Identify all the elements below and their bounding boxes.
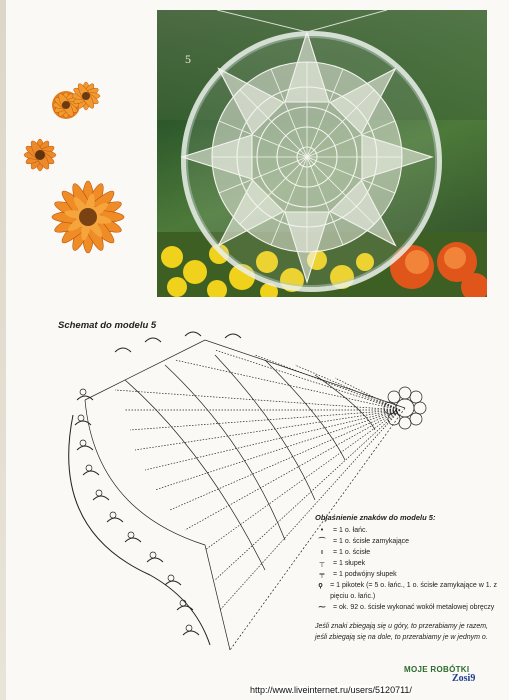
legend-note: Jeśli znaki zbiegają się u góry, to przerabiamy je razem, jeśli zbiegają się na dole, to przerabiamy je w jednym o. bbox=[315, 623, 489, 641]
legend-text: = 1 podwójny słupek bbox=[333, 571, 397, 578]
legend-row bbox=[315, 580, 500, 602]
legend-text: = 1 pikotek (= 5 o. łańc., 1 o. ścisłe zamykające w 1. z pięciu o. łańc.) bbox=[330, 582, 498, 600]
treble-crochet-icon: ╤ bbox=[319, 571, 325, 578]
legend-row bbox=[315, 525, 500, 536]
page-number: 9 bbox=[470, 673, 476, 684]
magazine-brand: MOJE ROBÓTKI bbox=[404, 665, 470, 674]
legend-text: = 1 o. ścisłe bbox=[333, 549, 371, 556]
stitch-legend bbox=[315, 512, 500, 643]
legend-text: = ok. 92 o. ścisłe wykonać wokół metalowej obręczy bbox=[333, 604, 495, 611]
legend-row bbox=[315, 602, 500, 613]
diagram-heading: Schemat do modelu 5 bbox=[58, 320, 157, 331]
picot-icon: ϙ bbox=[318, 582, 323, 589]
legend-row bbox=[315, 569, 500, 580]
page-edge bbox=[0, 0, 6, 700]
single-crochet-icon: ı bbox=[321, 549, 323, 556]
doily-photo bbox=[157, 10, 487, 297]
legend-row bbox=[315, 547, 500, 558]
legend-title: Objaśnienie znaków do modelu 5: bbox=[315, 513, 436, 522]
logo-text: Zosi bbox=[452, 673, 471, 684]
orange-flower-large-icon bbox=[48, 178, 128, 256]
legend-row bbox=[315, 558, 500, 569]
hoop-stitch-icon: ⁓ bbox=[318, 604, 326, 611]
magazine-logo bbox=[452, 673, 475, 684]
orange-flower-icon bbox=[20, 135, 60, 175]
legend-text: = 1 o. łańc. bbox=[333, 527, 368, 534]
chain-stitch-icon: • bbox=[320, 527, 324, 534]
slip-stitch-icon: ⌒ bbox=[318, 538, 326, 545]
doily-lace-icon bbox=[157, 10, 487, 297]
watermark-url[interactable]: http://www.liveinternet.ru/users/5120711/ bbox=[250, 685, 412, 695]
double-crochet-icon: ┬ bbox=[319, 560, 325, 567]
legend-text: = 1 o. ścisłe zamykające bbox=[333, 538, 410, 545]
legend-row bbox=[315, 536, 500, 547]
legend-text: = 1 słupek bbox=[333, 560, 366, 567]
orange-flower-icon bbox=[68, 78, 104, 114]
model-number: 5 bbox=[185, 52, 191, 66]
